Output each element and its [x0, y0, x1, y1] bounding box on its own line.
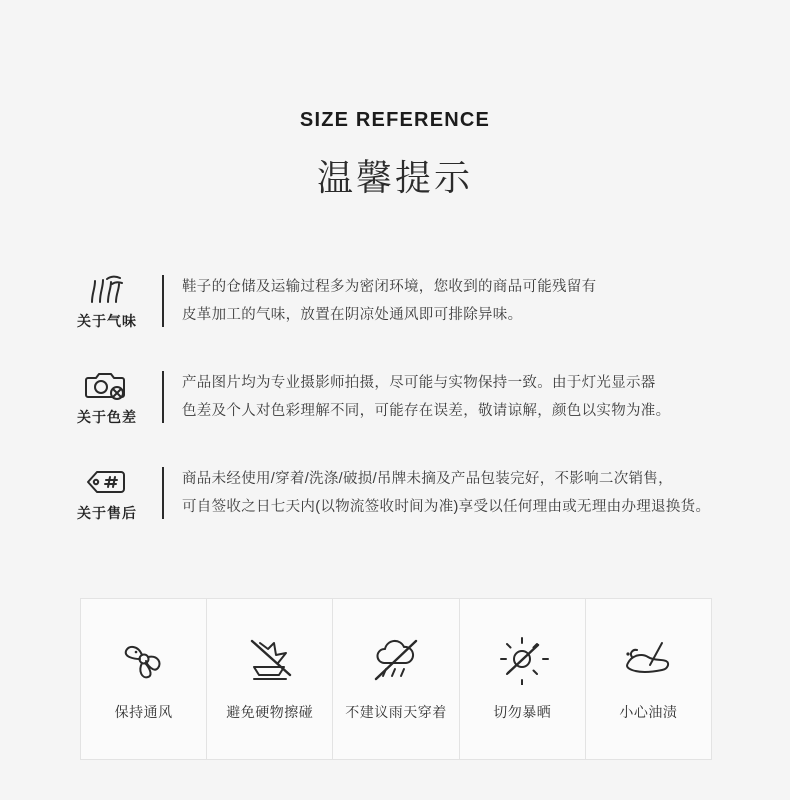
- camera-color-icon: [52, 369, 162, 403]
- note-icon-column: [52, 367, 162, 427]
- note-divider: [162, 467, 164, 519]
- fan-ventilation-icon: [116, 630, 172, 688]
- care-cell: [207, 599, 333, 759]
- note-label: 关于售后: [77, 505, 137, 522]
- note-label: 关于气味: [77, 313, 137, 330]
- notes-section: [0, 271, 790, 523]
- note-line: 鞋子的仓储及运输过程多为密闭环境，您收到的商品可能残留有: [182, 279, 597, 296]
- care-label: 小心油渍: [619, 704, 678, 720]
- note-divider: [162, 371, 164, 423]
- page-title-cn: 温馨提示: [316, 157, 473, 198]
- care-cell: [333, 599, 459, 759]
- price-tag-icon: [52, 465, 162, 499]
- note-icon-column: [52, 271, 162, 331]
- no-sun-exposure-icon: [494, 630, 550, 688]
- note-row: [52, 463, 750, 523]
- page-header: [0, 0, 790, 199]
- care-cell: [460, 599, 586, 759]
- note-icon-column: [52, 463, 162, 523]
- note-text: [182, 271, 596, 329]
- care-label: 切勿暴晒: [493, 704, 552, 720]
- care-cell: [81, 599, 207, 759]
- care-cell: [586, 599, 711, 759]
- note-text: [182, 463, 710, 521]
- note-divider: [162, 275, 164, 327]
- no-rain-icon: [368, 630, 424, 688]
- note-row: [52, 367, 750, 427]
- note-row: [52, 271, 750, 331]
- care-label: 避免硬物擦碰: [226, 704, 314, 720]
- note-line: 色差及个人对色彩理解不同，可能存在误差，敬请谅解，颜色以实物为准。: [182, 403, 671, 420]
- care-instructions-grid: [80, 598, 712, 760]
- note-line: 可自签收之日七天内(以物流签收时间为准)享受以任何理由或无理由办理退换货。: [182, 499, 711, 516]
- care-label: 保持通风: [114, 704, 173, 720]
- no-hard-object-icon: [242, 630, 298, 688]
- smell-waves-icon: [52, 273, 162, 307]
- note-line: 商品未经使用/穿着/洗涤/破损/吊牌未摘及产品包装完好，不影响二次销售，: [182, 471, 673, 488]
- note-line: 皮革加工的气味，放置在阴凉处通风即可排除异味。: [182, 307, 523, 324]
- oil-stain-icon: [618, 630, 678, 688]
- note-line: 产品图片均为专业摄影师拍摄，尽可能与实物保持一致。由于灯光显示器: [182, 375, 656, 392]
- page-title-en: SIZE REFERENCE: [299, 109, 491, 131]
- note-text: [182, 367, 670, 425]
- note-label: 关于色差: [77, 409, 137, 426]
- care-label: 不建议雨天穿着: [345, 704, 447, 720]
